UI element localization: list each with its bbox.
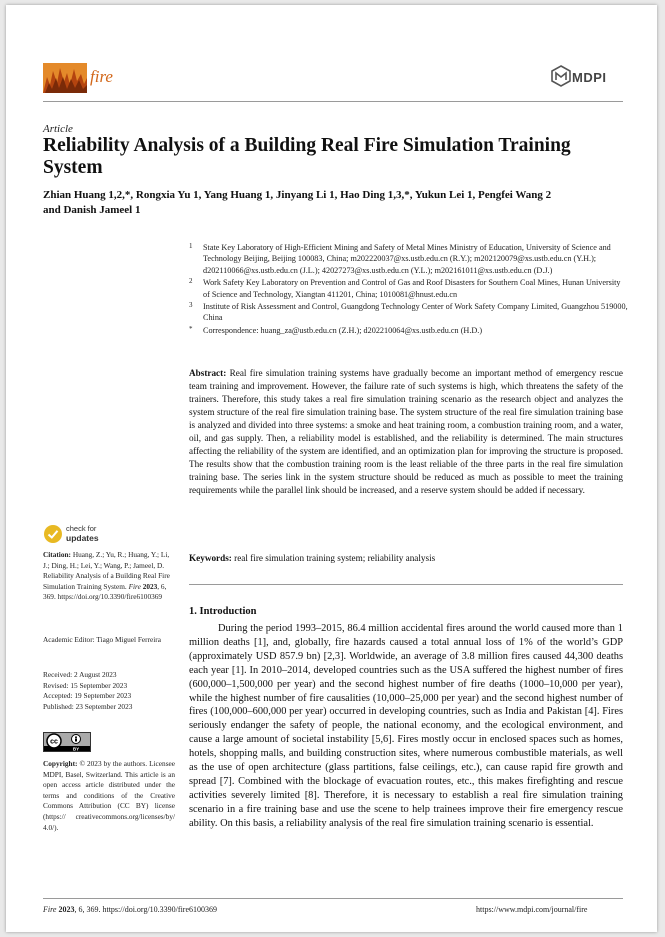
affiliation-text: Institute of Risk Assessment and Control, Guangdong Technology Center of Work Safety Company Limited, Guangzhou 519000, China [203,302,628,323]
authors-line-1: Zhian Huang 1,2,*, Rongxia Yu 1, Yang Huang 1, Jinyang Li 1, Hao Ding 1,3,*, Yukun Lei 1, Pengfei Wang 2 [43,189,552,201]
footer-citation [43,905,217,914]
keywords [189,552,623,565]
abstract-label: Abstract: [189,368,227,378]
article-type: Article [43,123,73,135]
check-line-2: updates [66,532,99,543]
affiliation-item [189,242,629,276]
check-for-updates[interactable] [66,525,99,543]
authors-line-2: and Danish Jameel 1 [43,203,141,216]
publisher-name: MDPI [572,70,607,85]
citation-label: Citation: [43,550,71,559]
citation-journal: Fire [128,581,141,591]
footer-journal-url[interactable]: https://www.mdpi.com/journal/fire [476,905,588,914]
mdpi-logo-icon [550,65,572,87]
citation-block [43,550,175,603]
affiliation-item [189,277,629,300]
affiliation-mark: 1 [189,242,193,250]
abstract [189,367,623,497]
check-for-updates-icon[interactable] [43,524,63,544]
author-list [43,188,623,217]
affiliation-mark: 3 [189,301,193,310]
header-rule [43,101,623,102]
affiliation-text: Correspondence: huang_za@ustb.edu.cn (Z.H.); d202210064@xs.ustb.edu.cn (H.D.) [203,325,483,335]
dates-block [43,670,175,712]
cc-left-text: cc [50,738,58,746]
affiliation-mark: 2 [189,277,193,286]
affiliation-text: State Key Laboratory of High-Efficient Mining and Safety of Metal Mines Ministry of Education, University of Science and Technology Beijing, Beijing 100083, China; m202220037@xs.ustb.edu.cn (R.Y.); m202120079@xs.ustb.edu.cn (Y.H.); d202110066@xs.ustb.edu.cn (J.L.); 42027273@xs.ustb.edu.cn (Y.L.); m202161011@xs.ustb.edu.cn (D.J.) [203,243,611,275]
journal-name: fire [90,67,113,86]
abstract-text: Real fire simulation training systems have gradually become an important method of emergency rescue team training and improvement. However, the failure rate of such systems is high, which threatens the safety of the trainers. Therefore, this study takes a real fire simulation training scenario as the research object and analyzes the system structure of the real fire simulation training base. The system structure of the real fire simulation training base is analyzed and divided into three systems: a smoke and heat training room, a combustion training room, and a water, oil, and gas supply. Then, a reliability model is established, and the reliability is determined. The main structures affecting the reliability of the system are identified, and an optimization plan for improving the structure is proposed. The results show that the combustion training room is the least reliable of the three parts in the real fire simulation training base. The series link in the system structure should be reduced as much as possible to meet the training requirements while the parallel link should be increased, and a reserve system should be added if necessary. [189,368,624,495]
footer-rule [43,898,623,899]
copyright-text: © 2023 by the authors. Licensee MDPI, Basel, Switzerland. This article is an open access article distributed under the terms and conditions of the Creative Commons Attribution (CC BY) license (https:// creativecommons.org/licenses/by/ 4.0/). [43,759,176,832]
affiliation-item [189,301,629,324]
footer-journal: Fire [43,905,57,914]
affiliations [189,242,629,337]
date-accepted: Accepted: 19 September 2023 [43,691,132,701]
check-line-1: check for [66,524,97,533]
copyright-label: Copyright: [43,759,78,768]
article-title: Reliability Analysis of a Building Real Fire Simulation Training System [43,135,571,178]
date-published: Published: 23 September 2023 [43,701,133,711]
section-rule [189,584,623,585]
journal-logo [43,63,87,93]
citation-year: 2023 [142,581,158,591]
affiliation-text: Work Safety Key Laboratory on Prevention and Control of Gas and Roof Disasters for Southern Coal Mines, Hunan University of Science and Technology, Xiangtan 411201, China; 1010081@hnust.edu.cn [203,278,621,299]
affiliation-item [189,325,629,336]
footer-rest: , 6, 369. https://doi.org/10.3390/fire6100369 [74,905,217,914]
date-received: Received: 2 August 2023 [43,670,117,679]
citation-text: Huang, Z.; Yu, R.; Huang, Y.; Li, J.; Ding, H.; Lei, Y.; Wang, P.; Jameel, D. Reliability Analysis of a Building Real Fire Simulation Training System. [43,550,170,591]
copyright-block [43,759,175,833]
affiliation-mark: * [189,324,193,333]
academic-editor: Academic Editor: Tiago Miguel Ferreira [43,635,161,644]
cc-right-text: BY [72,746,80,751]
section-heading: 1. Introduction [189,606,257,617]
cc-by-icon [44,733,90,751]
citation-rest: , 6, 369. https://doi.org/10.3390/fire6100369 [43,581,167,602]
footer-year: 2023 [58,905,75,914]
paper-page [6,5,657,932]
date-revised: Revised: 15 September 2023 [43,680,128,690]
keywords-text: real fire simulation training system; reliability analysis [234,553,436,563]
keywords-label: Keywords: [189,553,232,563]
intro-paragraph: During the period 1993–2015, 86.4 million accidental fires around the world caused more than 1 million deaths [1], and, globally, fire hazards caused a total annual loss of 1% of the world’s GDP (approximately USD 857.9 bn) [2,3]. Worldwide, an average of 3.8 million fires caused 44,300 deaths each year [1]. In 2010–2014, developed countries such as the USA suffered the highest number of fires (600,000–1,500,000 per year) and the second highest number of fire deaths (1000–10,000 per year), while the highest number of fire causalities (10,000–25,000 per year) and the second highest number of fires (100,000–600,000 per year) occurred in developing countries, such as India and Pakistan [4]. Fires seriously endanger the safety of people, the national economy, and the ecological environment, and cause a large amount of societal instability [5,6]. Fires mostly occur in enclosed spaces such as homes, hotels, shopping malls, and building construction sites, where numerous combustible materials, as well as the use of open architecture (glass partitions, false ceilings, etc.), can cause rapid fire growth and spread [7]. Combined with the blockage of evacuation routes, etc., this makes firefighting and rescue activities severely limited [8]. Therefore, it is necessary to establish a real fire simulation training scenario in a fire training base and use the scene to help trainees improve their fire emergency rescue ability. On this basis, a reliability analysis of the real fire simulation training scenario is essential. [189,623,623,829]
flame-icon [43,63,87,93]
cc-license-badge[interactable] [43,732,91,752]
